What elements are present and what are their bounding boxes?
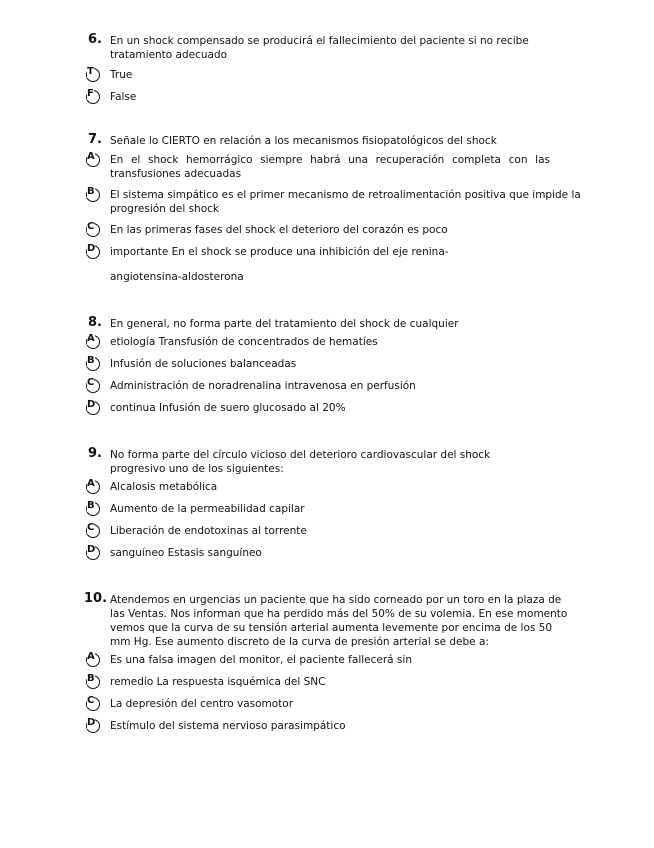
question-stem: [84, 34, 604, 62]
question-stem: [84, 134, 604, 148]
question-stem: [84, 593, 604, 649]
option-text: continua Infusión de suero glucosado al 20%: [110, 402, 346, 414]
answer-bubble[interactable]: A: [86, 480, 100, 494]
option-d[interactable]: [84, 401, 604, 415]
option-b[interactable]: [84, 675, 604, 689]
option-b[interactable]: [84, 502, 604, 516]
question-text: Atendemos en urgencias un paciente que ha sido corneado por un toro en la plaza de las Ventas. Nos informan que ha perdido más del 50% de su volemia. En ese momento vemos que la curva de su tensión arterial aumenta levemente por encima de los 50 mm Hg. Ese aumento discreto de la curva de presión arterial se debe a:: [110, 594, 568, 648]
option-d[interactable]: [84, 245, 604, 259]
option-continuation: [84, 270, 604, 284]
answer-bubble[interactable]: C: [86, 379, 100, 393]
question-text: En un shock compensado se producirá el fallecimiento del paciente si no recibe tratamiento adecuado: [110, 35, 529, 61]
option-text: Alcalosis metabólica: [110, 481, 218, 493]
option-text: Infusión de soluciones balanceadas: [110, 358, 297, 370]
option-d[interactable]: [84, 719, 604, 733]
answer-bubble[interactable]: C: [86, 697, 100, 711]
option-c[interactable]: [84, 379, 604, 393]
option-text: False: [110, 91, 137, 103]
answer-bubble[interactable]: B: [86, 675, 100, 689]
answer-bubble[interactable]: D: [86, 546, 100, 560]
answer-bubble[interactable]: D: [86, 245, 100, 259]
option-d[interactable]: [84, 546, 604, 560]
option-text: True: [110, 69, 133, 81]
question-text: En general, no forma parte del tratamiento del shock de cualquier: [110, 318, 459, 330]
question-number: 7.: [88, 132, 102, 147]
option-text: En las primeras fases del shock el deterioro del corazón es poco: [110, 224, 448, 236]
option-text: remedio La respuesta isquémica del SNC: [110, 676, 326, 688]
option-a[interactable]: [84, 653, 604, 667]
question-number: 8.: [88, 315, 102, 330]
option-continuation-text: angiotensina-aldosterona: [110, 271, 244, 283]
answer-bubble[interactable]: D: [86, 401, 100, 415]
question-9: [84, 448, 604, 560]
question-stem: [84, 448, 604, 476]
option-text: sanguíneo Estasis sanguíneo: [110, 547, 262, 559]
answer-bubble[interactable]: C: [86, 524, 100, 538]
option-text: La depresión del centro vasomotor: [110, 698, 294, 710]
question-number: 9.: [88, 446, 102, 461]
answer-bubble[interactable]: C: [86, 223, 100, 237]
option-c[interactable]: [84, 697, 604, 711]
answer-bubble[interactable]: B: [86, 357, 100, 371]
option-a[interactable]: [84, 335, 604, 349]
question-number: 10.: [84, 591, 108, 606]
answer-bubble[interactable]: T: [86, 68, 100, 82]
option-true[interactable]: [84, 68, 604, 82]
answer-bubble[interactable]: A: [86, 335, 100, 349]
option-text: Liberación de endotoxinas al torrente: [110, 525, 307, 537]
option-b[interactable]: [84, 357, 604, 371]
question-text: No forma parte del círculo vicioso del deterioro cardiovascular del shock progresivo uno de los siguientes:: [110, 449, 491, 475]
answer-bubble[interactable]: D: [86, 719, 100, 733]
option-c[interactable]: [84, 223, 604, 237]
answer-bubble[interactable]: B: [86, 502, 100, 516]
option-text: etiología Transfusión de concentrados de hematíes: [110, 336, 378, 348]
question-text: Señale lo CIERTO en relación a los mecanismos fisiopatológicos del shock: [110, 135, 497, 147]
question-7: [84, 134, 604, 284]
answer-bubble[interactable]: A: [86, 653, 100, 667]
question-number: 6.: [88, 32, 102, 47]
option-false[interactable]: [84, 90, 604, 104]
option-b[interactable]: [84, 188, 604, 216]
question-8: [84, 317, 604, 415]
option-text: Administración de noradrenalina intravenosa en perfusión: [110, 380, 416, 392]
option-text: Aumento de la permeabilidad capilar: [110, 503, 305, 515]
option-a[interactable]: [84, 480, 604, 494]
answer-bubble[interactable]: F: [86, 90, 100, 104]
option-a[interactable]: [84, 153, 550, 181]
answer-bubble[interactable]: B: [86, 188, 100, 202]
option-text: En el shock hemorrágico siempre habrá una recuperación completa con las transfusiones adecuadas: [110, 154, 550, 180]
option-text: El sistema simpático es el primer mecanismo de retroalimentación positiva que impide la progresión del shock: [110, 189, 581, 215]
option-text: Estímulo del sistema nervioso parasimpático: [110, 720, 346, 732]
question-6: [84, 34, 604, 104]
option-text: importante En el shock se produce una inhibición del eje renina-: [110, 246, 449, 258]
answer-bubble[interactable]: A: [86, 153, 100, 167]
question-10: [84, 593, 604, 733]
option-c[interactable]: [84, 524, 604, 538]
question-stem: [84, 317, 604, 331]
option-text: Es una falsa imagen del monitor, el paciente fallecerá sin: [110, 654, 412, 666]
